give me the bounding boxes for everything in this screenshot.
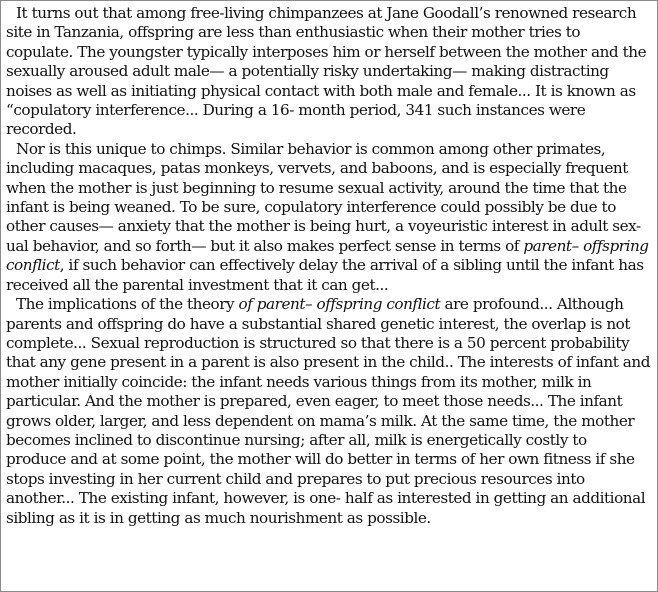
paragraph-text: , if such behavior can effectively delay the arrival of a sibling until the infant has received all the parental investment that it can get... xyxy=(6,256,644,294)
document-body xyxy=(1,1,657,528)
paragraph-text: It turns out that among free-living chimpanzees at Jane Goodall’s renowned research site in Tanzania, offspring are less than enthusiastic when their mother tries to copulate. The youngster typically interposes him or herself between the mother and the sexually aroused adult male— a potentially risky undertaking— making distracting noises as well as initiating physical contact with both male and female... It is known as “copulatory interference... During a 16- month period, 341 such instances were recorded. xyxy=(6,4,647,139)
italic-term: parent– offspring conflict xyxy=(6,236,649,275)
paragraph-text: The implications of the theory xyxy=(16,295,239,314)
paragraph-text: Nor is this unique to chimps. Similar behavior is common among other primates, including macaques, patas monkeys, vervets, and baboons, and is especially frequent when the mother is just beginning to resume sexual activity, around the time that the infant is being weaned. To be sure, copulatory interference could possibly be due to other causes— anxiety that the mother is being hurt, a voyeuristic interest in adult sex-ual behavior, and so forth— but it also makes perfect sense in terms of xyxy=(6,139,641,255)
italic-term: of parent– offspring conflict xyxy=(238,295,441,314)
paragraph-text: are profound... Although parents and offspring do have a substantial shared genetic interest, the overlap is not complete... Sexual reproduction is structured so that there is a 50 percent probability that any gene present in a parent is also present in the child.. The interests of infant and mother initially coincide: the infant needs various things from its mother, milk in particular. And the mother is prepared, even eager, to meet those needs... The infant grows older, larger, and less dependent on mama’s milk. At the same time, the mother becomes inclined to discontinue nursing; after all, milk is energetically costly to produce and at some point, the mother will do better in terms of her own fitness if she stops investing in her current child and prepares to put precious resources into another... The existing infant, however, is one- half as interested in getting an additional sibling as it is in getting as much nourishment as possible. xyxy=(6,295,650,527)
paragraph-implications xyxy=(6,295,651,528)
paragraph-other-primates xyxy=(6,140,651,295)
paragraph-chimpanzee-observation xyxy=(6,4,651,140)
